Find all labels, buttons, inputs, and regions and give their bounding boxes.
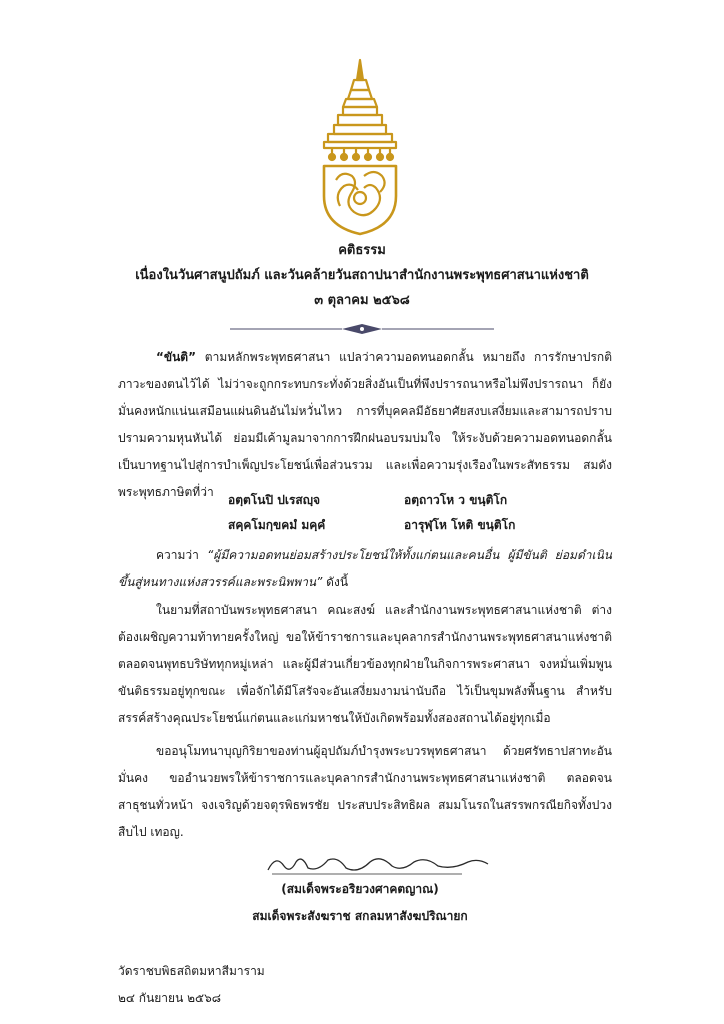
meaning-suffix: ดังนี้ bbox=[322, 575, 349, 589]
paragraph-3-text: ในยามที่สถาบันพระพุทธศาสนา คณะสงฆ์ และสำนักงานพระพุทธศาสนาแห่งชาติ ต่างต้องเผชิญความท้าทายครั้งใหญ่ ขอให้ข้าราชการและบุคลากรสำนักงานพระพุทธศาสนาแห่งชาติ ตลอดจนพุทธบริษัททุกหมู่เหล่า และผู้มีส่วนเกี่ยวข้องทุกฝ่ายในกิจการพระศาสนา จงหมั่นเพิ่มพูนขันติธรรมอยู่ทุกขณะ เพื่อจักได้มีโสรัจจะอันเสงี่ยมงามน่านับถือ ไว้เป็นขุมพลังพื้นฐาน สำหรับสรรค์สร้างคุณประโยชน์แก่ตนและแก่มหาชนให้บังเกิดพร้อมทั้งสองสถานได้อยู่ทุกเมื่อ bbox=[118, 603, 612, 725]
document-title: คติธรรม bbox=[338, 243, 386, 258]
pali-verse bbox=[228, 488, 588, 538]
verse-line-2-left: สคฺคโมกฺขคมํ มคฺคํ bbox=[228, 518, 326, 532]
title-block bbox=[0, 238, 724, 313]
paragraph-4-text: ขออนุโมทนาบุญกิริยาของท่านผู้อุปถัมภ์บำรุงพระบวรพุทธศาสนา ด้วยศรัทธาปสาทะอันมั่นคง ขออำนวยพรให้ข้าราชการและบุคลากรสำนักงานพระพุทธศาสนาแห่งชาติ ตลอดจนสาธุชนทั่วหน้า จงเจริญด้วยจตุรพิธพรชัย ประสบประสิทธิผล สมมโนรถในสรรพกรณียกิจทั้งปวงสืบไป เทอญ. bbox=[118, 744, 612, 839]
issue-date: ๒๔ กันยายน ๒๕๖๘ bbox=[118, 991, 221, 1005]
signature-icon bbox=[262, 850, 492, 878]
document-subtitle: เนื่องในวันศาสนูปถัมภ์ และวันคล้ายวันสถาปนาสำนักงานพระพุทธศาสนาแห่งชาติ bbox=[135, 268, 589, 283]
emblem-icon bbox=[318, 58, 402, 238]
footer bbox=[118, 958, 265, 1012]
meaning-prefix: ความว่า bbox=[156, 548, 208, 562]
meaning-paragraph bbox=[118, 542, 612, 596]
meaning-quote: “ผู้มีความอดทนย่อมสร้างประโยชน์ให้ทั้งแก่ตนและคนอื่น ผู้มีขันติ ย่อมดำเนินขึ้นสู่หนทางแห่งสวรรค์และพระนิพพาน” bbox=[118, 548, 612, 589]
ornamental-divider-icon bbox=[230, 322, 494, 336]
verse-line-2-right: อารุฬฺโห โหติ ขนฺติโก bbox=[404, 518, 516, 532]
paragraph-1-text: ตามหลักพระพุทธศาสนา แปลว่าความอดทนอดกลั้น หมายถึง การรักษาปรกติภาวะของตนไว้ได้ ไม่ว่าจะถูกกระทบกระทั่งด้วยสิ่งอันเป็นที่พึงปรารถนาหรือไม่พึงปรารถนา ก็ยังมั่นคงหนักแน่นเสมือนแผ่นดินอันไม่หวั่นไหว การที่บุคคลมีอัธยาศัยสงบเสงี่ยมและสามารถปราบปรามความหุนหันได้ ย่อมมีเค้ามูลมาจากการฝึกฝนอบรมบ่มใจ ให้ระงับด้วยความอดทนอดกลั้น เป็นบาทฐานไปสู่การบำเพ็ญประโยชน์เพื่อส่วนรวม และเพื่อความรุ่งเรืองในพระสัทธรรม สมดังพระพุทธภาษิตที่ว่า bbox=[118, 350, 612, 499]
document-date: ๓ ตุลาคม ๒๕๖๘ bbox=[314, 293, 410, 308]
paragraph-1 bbox=[118, 344, 612, 506]
signature-block bbox=[190, 876, 530, 930]
paragraph-4 bbox=[118, 738, 612, 846]
issue-place: วัดราชบพิธสถิตมหาสีมาราม bbox=[118, 964, 265, 978]
keyword-khanti: “ขันติ” bbox=[156, 350, 196, 364]
verse-line-1-right: อตฺถาวโห ว ขนฺติโก bbox=[404, 493, 508, 507]
signer-title: สมเด็จพระสังฆราช สกลมหาสังฆปริณายก bbox=[252, 909, 468, 923]
signer-name: (สมเด็จพระอริยวงศาคตญาณ) bbox=[281, 882, 439, 896]
paragraph-3 bbox=[118, 597, 612, 732]
verse-line-1-left: อตฺตโนปิ ปเรสญฺจ bbox=[228, 493, 320, 507]
